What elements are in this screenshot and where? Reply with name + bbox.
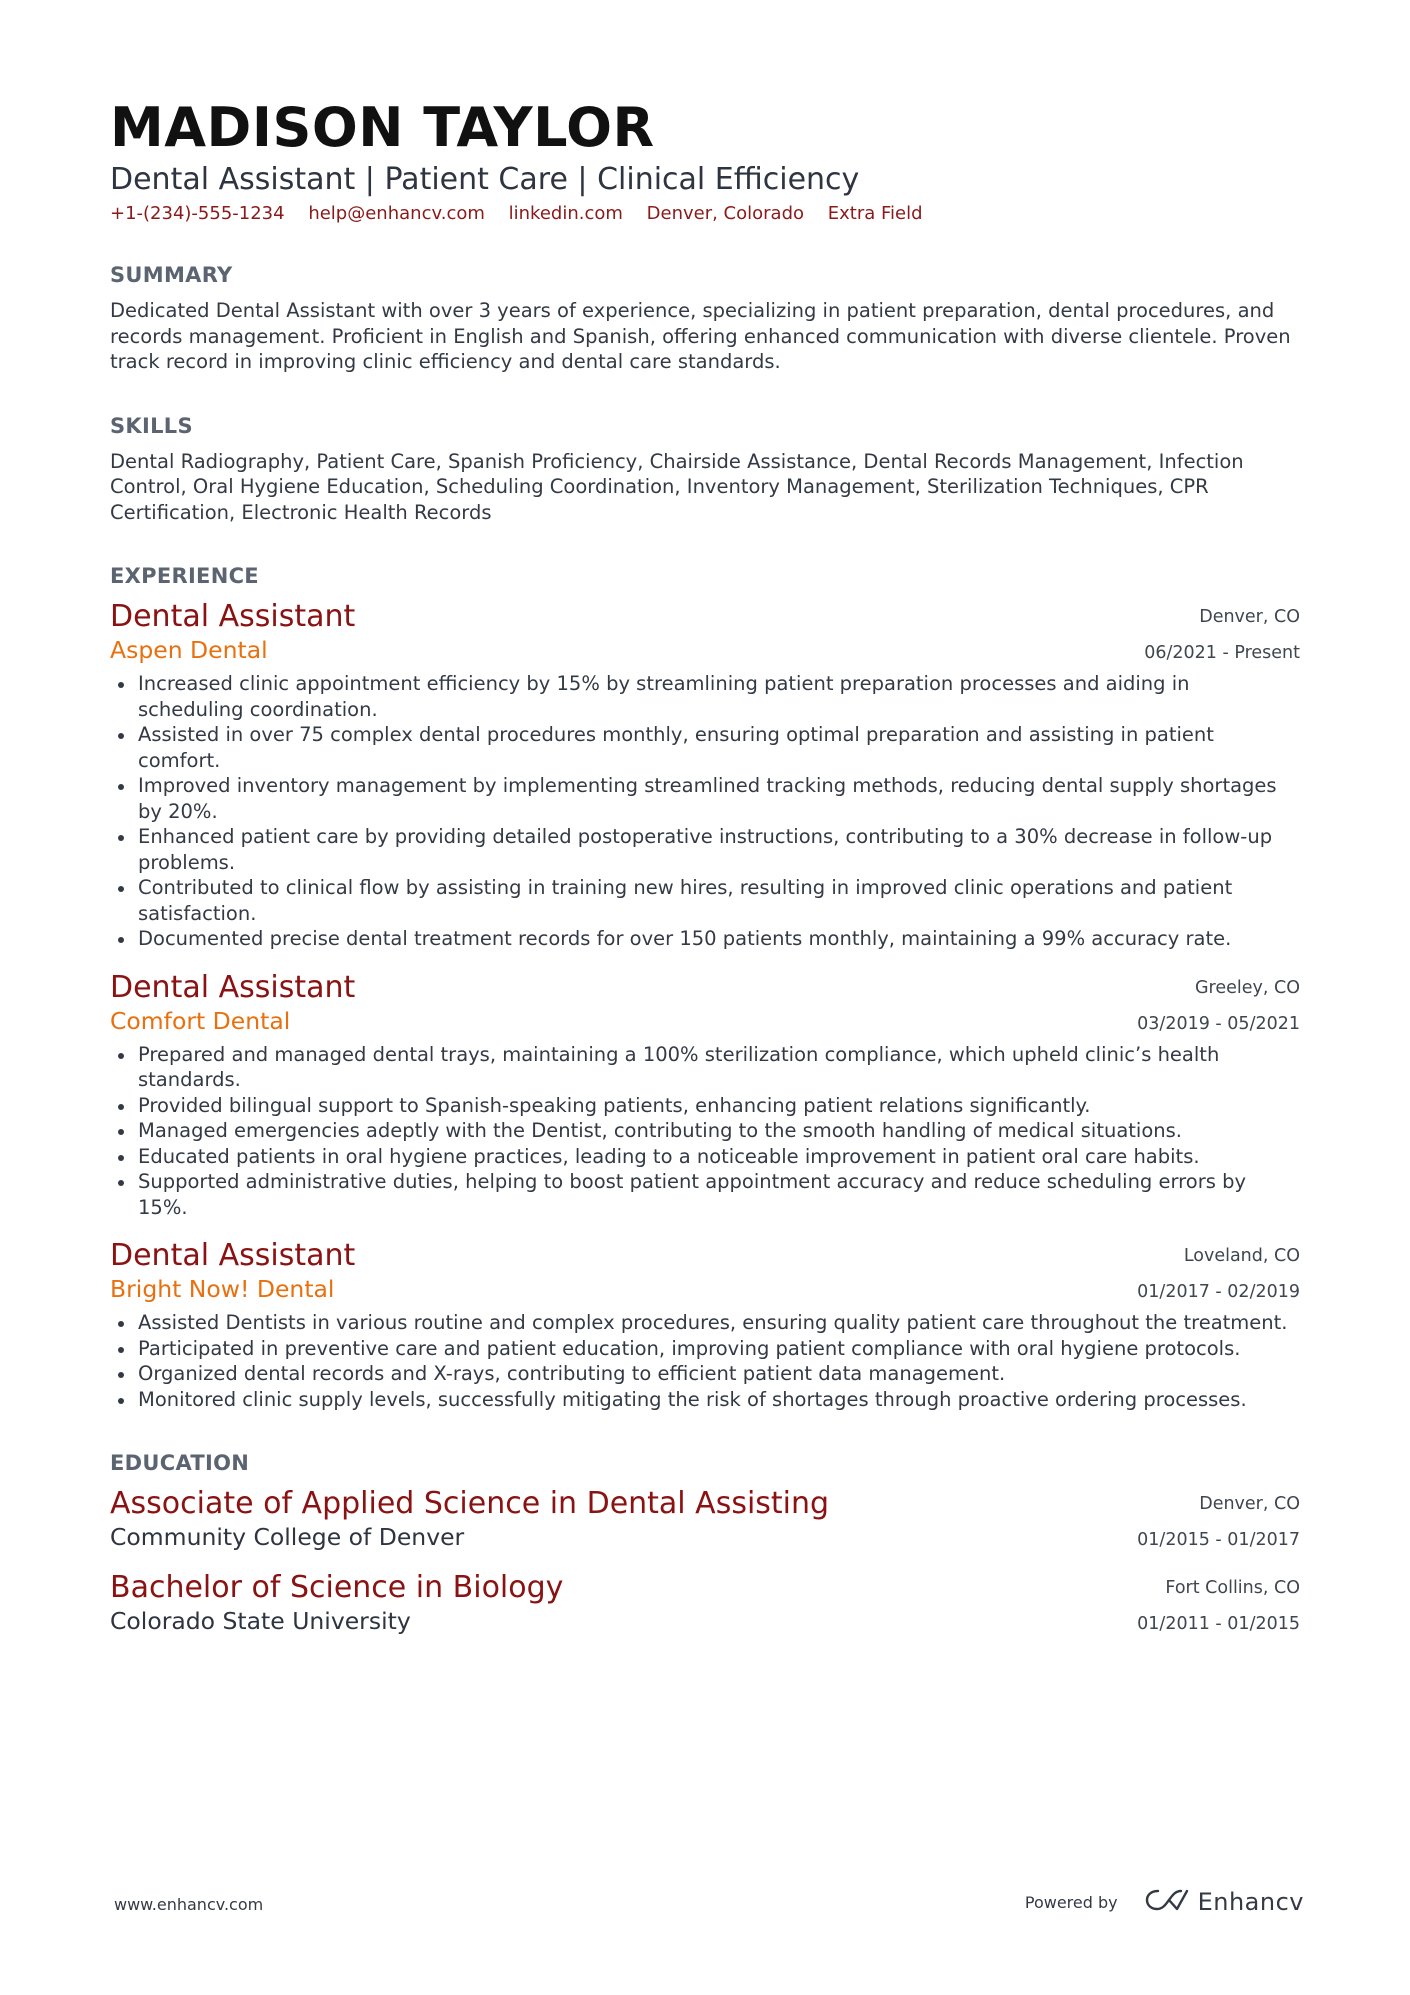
job-bullets	[110, 1042, 1300, 1221]
entry-header	[110, 599, 1300, 665]
list-item: Managed emergencies adeptly with the Dentist, contributing to the smooth handling of medical situations.	[110, 1118, 1300, 1144]
powered-by-label: Powered by	[1024, 1892, 1118, 1912]
job-location: Loveland, CO	[1183, 1246, 1300, 1266]
job-title: Dental Assistant	[110, 1238, 356, 1273]
job-bullets	[110, 1310, 1300, 1412]
education-entry	[110, 1486, 1300, 1552]
job-title: Dental Assistant	[110, 599, 356, 634]
contact-linkedin[interactable]: linkedin.com	[508, 203, 623, 224]
contact-info	[110, 202, 1300, 226]
job-location: Greeley, CO	[1194, 977, 1300, 998]
entry-header	[110, 970, 1300, 1036]
list-item: Educated patients in oral hygiene practices, leading to a noticeable improvement in patient oral care habits.	[110, 1144, 1300, 1170]
job-location: Denver, CO	[1199, 607, 1300, 627]
contact-email[interactable]: help@enhancv.com	[308, 203, 485, 224]
experience-entry	[110, 1238, 1300, 1412]
list-item: Contributed to clinical flow by assisting in training new hires, resulting in improved clinic operations and patient satisfaction.	[110, 875, 1300, 926]
list-item: Participated in preventive care and patient education, improving patient compliance with oral hygiene protocols.	[110, 1336, 1300, 1362]
education-dates: 01/2011 - 01/2015	[1137, 1614, 1300, 1634]
list-item: Increased clinic appointment efficiency by 15% by streamlining patient preparation processes and aiding in scheduling coordination.	[110, 671, 1300, 722]
skills-section	[110, 413, 1300, 526]
section-title-skills: SKILLS	[110, 413, 193, 438]
company-name: Comfort Dental	[110, 1006, 291, 1035]
degree-title: Associate of Applied Science in Dental Assisting	[110, 1486, 830, 1521]
contact-extra-field: Extra Field	[827, 203, 923, 224]
education-location: Fort Collins, CO	[1165, 1578, 1300, 1598]
entry-header	[110, 1238, 1300, 1304]
list-item: Documented precise dental treatment records for over 150 patients monthly, maintaining a 99% accuracy rate.	[110, 926, 1300, 952]
list-item: Enhanced patient care by providing detailed postoperative instructions, contributing to a 30% decrease in follow-up problems.	[110, 824, 1300, 875]
candidate-headline: Dental Assistant | Patient Care | Clinical Efficiency	[110, 162, 860, 197]
resume-page	[110, 96, 1300, 1636]
summary-section	[110, 262, 1300, 375]
section-title-experience: EXPERIENCE	[110, 564, 259, 588]
experience-entry	[110, 970, 1300, 1221]
resume-header	[110, 96, 1300, 226]
entry-header	[110, 1570, 1300, 1636]
job-dates: 01/2017 - 02/2019	[1137, 1282, 1300, 1302]
school-name: Community College of Denver	[110, 1523, 465, 1551]
brand-name: Enhancv	[1197, 1888, 1304, 1916]
candidate-name: MADISON TAYLOR	[110, 96, 655, 159]
company-name: Bright Now! Dental	[110, 1275, 335, 1303]
job-title: Dental Assistant	[110, 969, 356, 1005]
page-footer	[114, 1883, 1304, 1923]
education-location: Denver, CO	[1199, 1494, 1300, 1514]
enhancv-logo-icon	[1144, 1887, 1190, 1917]
footer-website[interactable]: www.enhancv.com	[114, 1895, 264, 1914]
section-title-summary: SUMMARY	[110, 263, 233, 287]
list-item: Supported administrative duties, helping to boost patient appointment accuracy and reduce scheduling errors by 15%.	[110, 1169, 1300, 1220]
experience-section	[110, 563, 1300, 1412]
job-bullets	[110, 671, 1300, 952]
entry-header	[110, 1486, 1300, 1552]
job-dates: 06/2021 - Present	[1144, 643, 1300, 663]
list-item: Prepared and managed dental trays, maintaining a 100% sterilization compliance, which upheld clinic’s health standards.	[110, 1042, 1300, 1093]
skills-text: Dental Radiography, Patient Care, Spanish Proficiency, Chairside Assistance, Dental Records Management, Infection Control, Oral Hygiene Education, Scheduling Coordination, Inventory Management, Sterilization Techniques, CPR Certification, Electronic Health Records	[110, 449, 1244, 524]
job-dates: 03/2019 - 05/2021	[1137, 1013, 1300, 1034]
education-entry	[110, 1570, 1300, 1636]
list-item: Provided bilingual support to Spanish-speaking patients, enhancing patient relations significantly.	[110, 1093, 1300, 1119]
contact-phone[interactable]: +1-(234)-555-1234	[110, 203, 285, 224]
list-item: Assisted in over 75 complex dental procedures monthly, ensuring optimal preparation and assisting in patient comfort.	[110, 722, 1300, 773]
footer-branding	[1025, 1887, 1304, 1917]
school-name: Colorado State University	[110, 1607, 411, 1635]
list-item: Improved inventory management by implementing streamlined tracking methods, reducing dental supply shortages by 20%.	[110, 773, 1300, 824]
section-title-education: EDUCATION	[110, 1451, 250, 1475]
list-item: Organized dental records and X-rays, contributing to efficient patient data management.	[110, 1361, 1300, 1387]
education-section	[110, 1450, 1300, 1636]
degree-title: Bachelor of Science in Biology	[110, 1570, 564, 1605]
contact-location: Denver, Colorado	[646, 203, 805, 224]
summary-text: Dedicated Dental Assistant with over 3 years of experience, specializing in patient preparation, dental procedures, and records management. Proficient in English and Spanish, offering enhanced communication with diverse clientele. Proven track record in improving clinic efficiency and dental care standards.	[110, 299, 1291, 373]
list-item: Assisted Dentists in various routine and complex procedures, ensuring quality patient care throughout the treatment.	[110, 1310, 1300, 1336]
experience-entry	[110, 599, 1300, 952]
list-item: Monitored clinic supply levels, successfully mitigating the risk of shortages through proactive ordering processes.	[110, 1387, 1300, 1413]
education-dates: 01/2015 - 01/2017	[1137, 1530, 1300, 1550]
company-name: Aspen Dental	[110, 636, 268, 664]
